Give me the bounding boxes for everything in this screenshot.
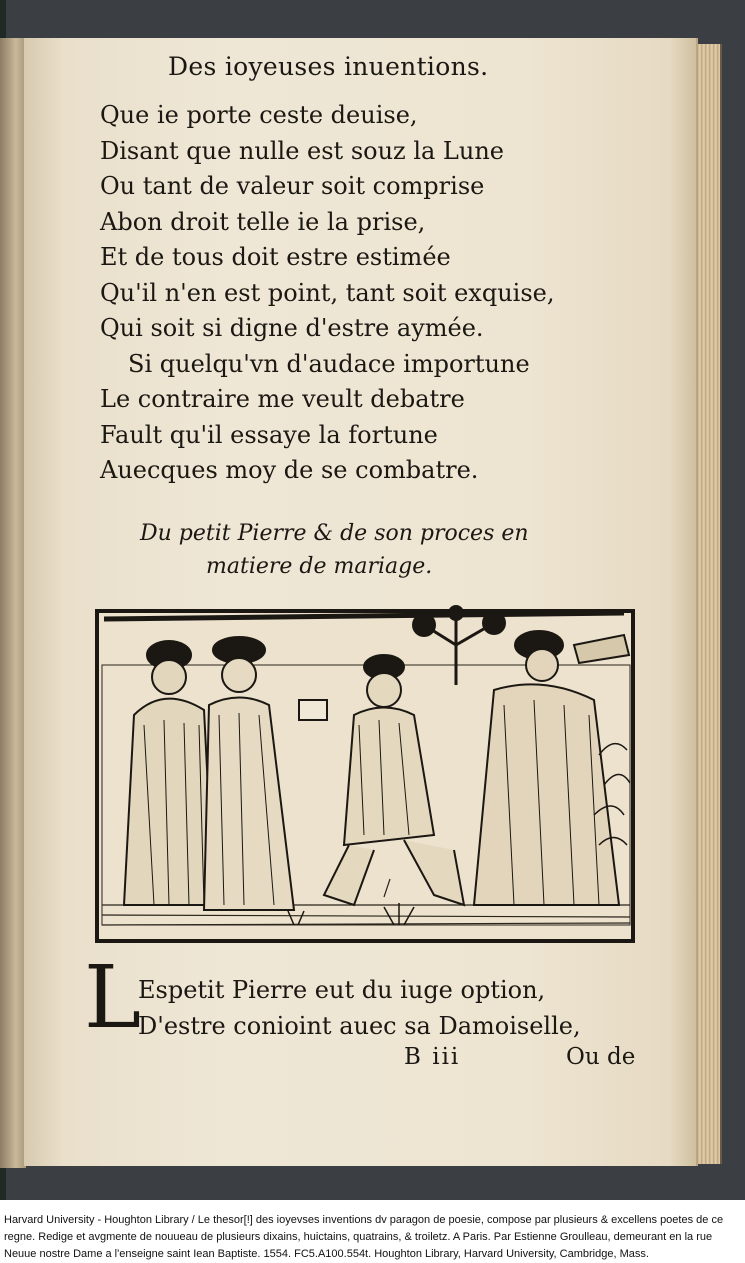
verse-line: Ou tant de valeur soit comprise [100,172,485,200]
woodcut-illustration [94,605,638,945]
caption-line: Du petit Pierre & de son proces en [140,521,529,546]
verse-line: Espetit Pierre eut du iuge option, [138,976,546,1004]
verse-line: Abon droit telle ie la prise, [100,207,426,236]
verse-line: Le contraire me veult debatre [100,385,465,413]
attribution-footer: Harvard University - Houghton Library / Le thesor[!] des ioyevses inventions dv paragon de poesie, compose par plusieurs & excellens poetes de ce regne. Redige et avgmente de nouueau de plusieurs dixains, huictains, quatrains, & troiletz. A Paris. Par Estienne Groulleau, demeurant en la rue Neuue nostre Dame a l'enseigne saint Iean Baptiste. 1554. FC5.A100.554t. Houghton Library, Harvard University, Cambridge, Mass. [4,1214,724,1260]
poem-opening [138,972,581,1044]
verse-line: Qui soit si digne d'estre aymée. [100,314,484,342]
drop-cap: L [84,948,142,1048]
verse-line: Et de tous doit estre estimée [100,243,451,271]
verse-line: Auecques moy de se combatre. [100,456,479,484]
verse-line: Fault qu'il essaye la fortune [100,420,438,449]
verse-line: Que ie porte ceste deuise, [100,101,418,129]
verse-line: Si quelqu'vn d'audace importune [128,349,530,378]
verse-block [100,98,554,489]
verse-line: D'estre conioint auec sa Damoiselle, [138,1012,581,1040]
caption-line: matiere de mariage. [206,554,433,579]
running-header: Des ioyeuses inuentions. [168,52,489,81]
signature-mark: B iii [404,1044,461,1070]
catchword: Ou de [566,1044,636,1070]
section-caption [140,517,560,583]
verse-line: Disant que nulle est souz la Lune [100,136,504,165]
verse-line: Qu'il n'en est point, tant soit exquise, [100,278,555,307]
left-page-edge [0,38,26,1168]
